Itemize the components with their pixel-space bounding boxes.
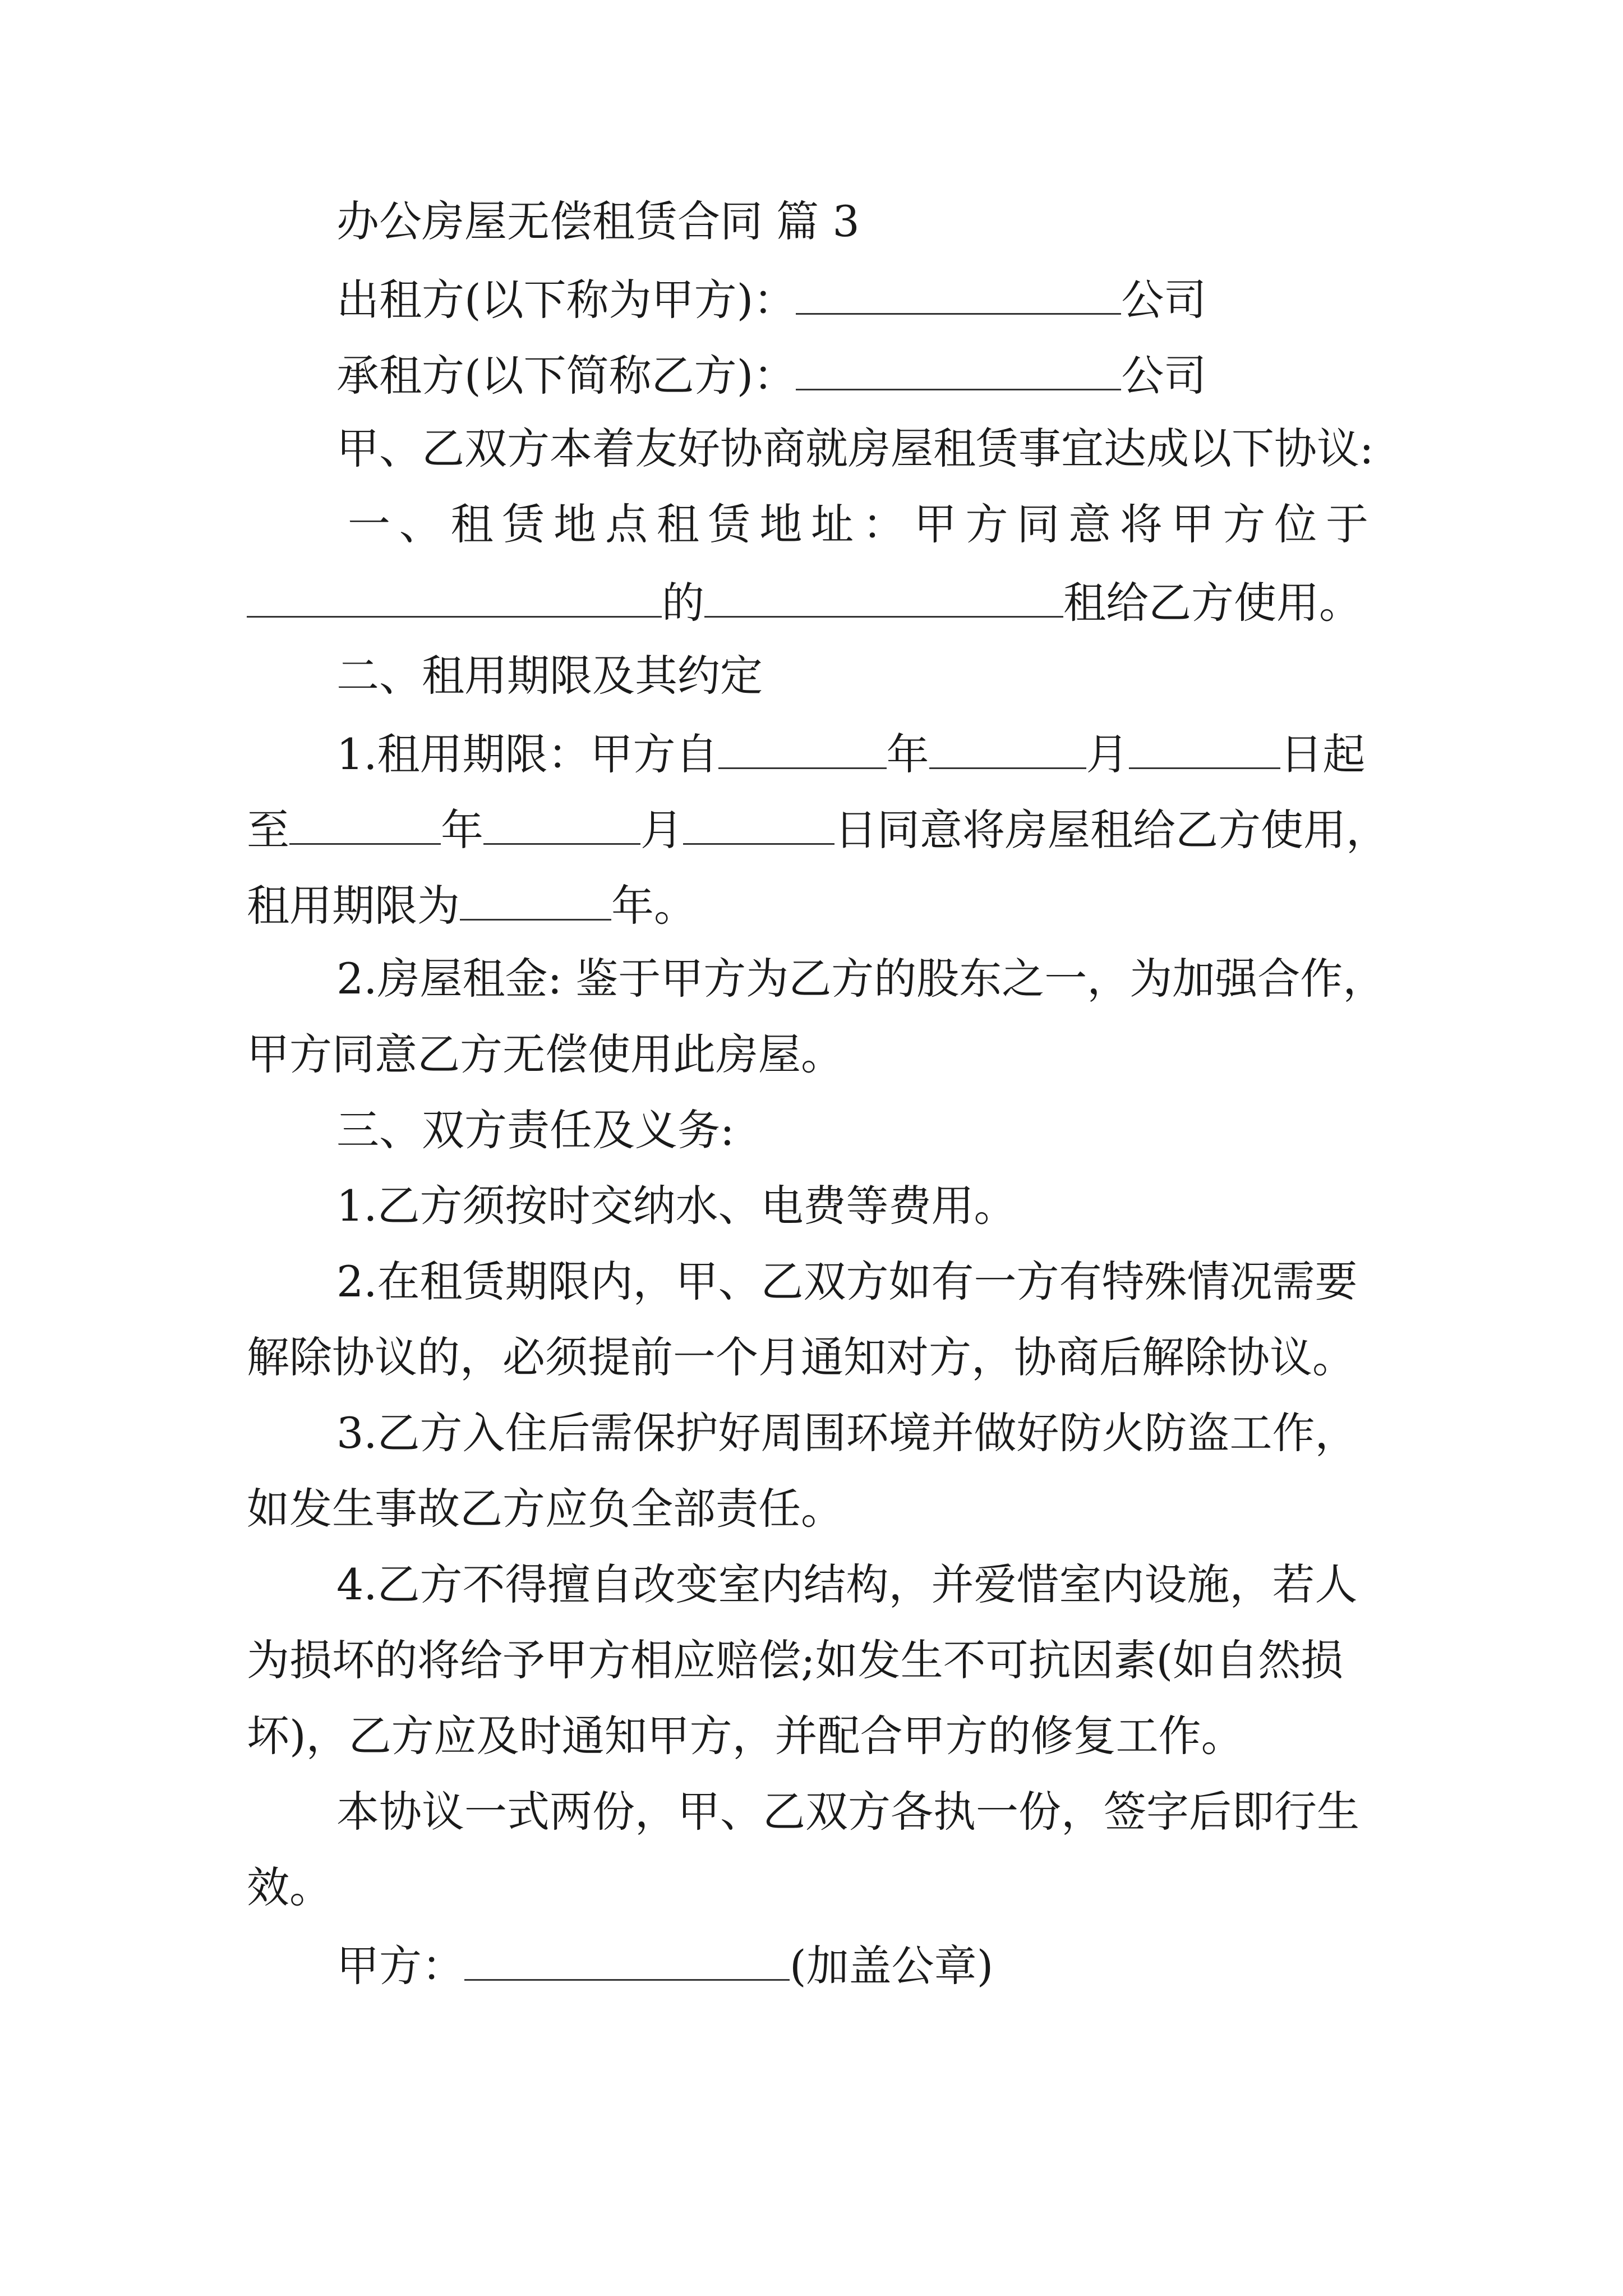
section-3-item-2-line-2: 解除协议的，必须提前一个月通知对方，协商后解除协议。 [247,1332,1355,1382]
closing-line-1: 本协议一式两份，甲、乙双方各执一份，签字后即行生 [336,1787,1359,1837]
end-day-blank[interactable] [683,799,834,845]
section-3-item-4-line-1: 4.乙方不得擅自改变室内结构，并爱惜室内设施，若人 [336,1559,1358,1609]
document-title: 办公房屋无偿租赁合同 篇 3 [336,196,860,246]
end-month-blank[interactable] [483,799,640,845]
closing-line-2: 效。 [247,1862,332,1912]
section-3-title: 三、双方责任及义务: [336,1105,735,1155]
lessor-name-blank[interactable] [796,269,1121,315]
start-day-blank[interactable] [1129,724,1280,769]
section-3-item-1: 1.乙方须按时交纳水、电费等费用。 [336,1181,1017,1231]
party-a-signature-blank[interactable] [464,1935,790,1981]
term-years-blank[interactable] [460,875,611,921]
section-2-item-2-line-1: 2.房屋租金: 鉴于甲方为乙方的股东之一，为加强合作， [336,954,1386,1004]
section-2-item-1-line-2: 至 年 月 日同意将房屋租给乙方使用， [247,799,1402,855]
party-a-signature-line: 甲方： (加盖公章) [336,1935,1402,1991]
section-2-item-2-line-2: 甲方同意乙方无偿使用此房屋。 [247,1029,843,1079]
section-3-item-2-line-1: 2.在租赁期限内，甲、乙双方如有一方有特殊情况需要 [336,1257,1358,1306]
property-blank[interactable] [704,572,1063,618]
section-3-item-4-line-2: 为损坏的将给予甲方相应赔偿;如发生不可抗因素(如自然损 [247,1635,1344,1685]
section-2-title: 二、租用期限及其约定 [336,651,763,701]
section-1-line-1: 一、租赁地点租赁地址：甲方同意将甲方位于 [348,499,1368,549]
section-3-item-3-line-2: 如发生事故乙方应负全部责任。 [247,1484,843,1534]
lessee-line: 承租方(以下简称乙方)： 公司 [336,345,1402,401]
section-1-line-2: 的 租给乙方使用。 [247,572,1402,628]
start-month-blank[interactable] [929,724,1086,769]
section-3-item-3-line-1: 3.乙方入住后需保护好周围环境并做好防火防盗工作， [336,1408,1358,1458]
lessor-line: 出租方(以下称为甲方)： 公司 [336,269,1402,325]
section-2-item-1-line-3: 租用期限为 年。 [247,875,1402,931]
end-year-blank[interactable] [289,799,441,845]
section-3-item-4-line-3: 坏)，乙方应及时通知甲方，并配合甲方的修复工作。 [247,1711,1244,1761]
start-year-blank[interactable] [718,724,887,769]
intro-paragraph: 甲、乙双方本着友好协商就房屋租赁事宜达成以下协议: [336,424,1374,473]
lessee-name-blank[interactable] [796,345,1121,390]
section-2-item-1-line-1: 1.租用期限：甲方自 年 月 日起 [336,724,1402,780]
location-blank[interactable] [247,572,662,618]
